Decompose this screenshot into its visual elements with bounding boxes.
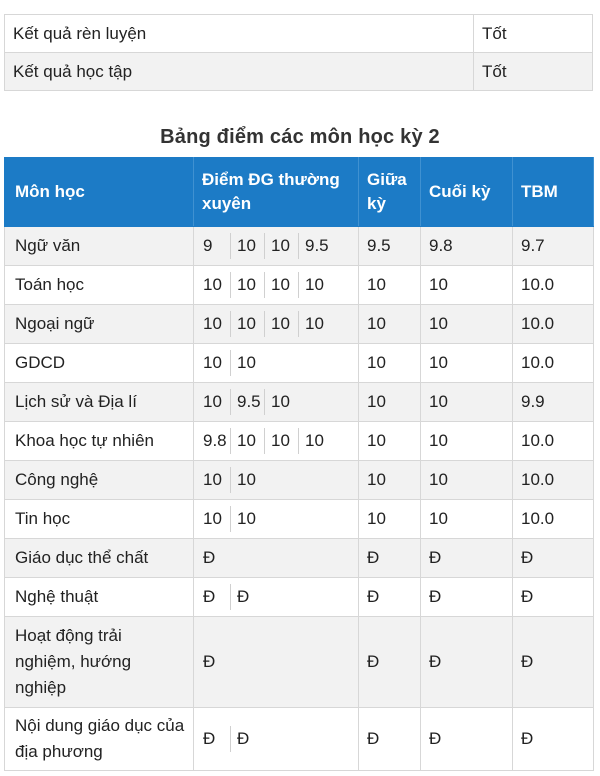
- regular-score: 10: [265, 428, 299, 454]
- summary-table: [4, 14, 593, 91]
- regular-score: 10: [197, 467, 231, 493]
- regular-score: 10: [305, 275, 324, 294]
- table-row: [5, 227, 594, 266]
- summary-value: Tốt: [474, 53, 593, 91]
- header-regular: Điểm ĐG thường xuyên: [194, 158, 359, 227]
- table-row: [5, 578, 594, 617]
- subject-name: Ngữ văn: [5, 227, 194, 266]
- grades-body: [5, 227, 594, 771]
- regular-score: 10: [265, 311, 299, 337]
- regular-score: 10: [237, 509, 256, 528]
- regular-score: 10: [231, 428, 265, 454]
- midterm-score: 10: [359, 344, 421, 383]
- regular-scores: [194, 266, 359, 305]
- regular-score: 10: [197, 350, 231, 376]
- average-score: Đ: [513, 539, 594, 578]
- midterm-score: 10: [359, 500, 421, 539]
- regular-scores: [194, 461, 359, 500]
- regular-score: 10: [197, 272, 231, 298]
- midterm-score: Đ: [359, 539, 421, 578]
- average-score: Đ: [513, 708, 594, 771]
- regular-score: 10: [231, 311, 265, 337]
- subject-name: Hoạt động trải nghiệm, hướng nghiệp: [5, 617, 194, 708]
- final-score: 10: [421, 383, 513, 422]
- average-score: 10.0: [513, 461, 594, 500]
- regular-scores: [194, 578, 359, 617]
- midterm-score: 10: [359, 461, 421, 500]
- regular-score: 9.5: [305, 236, 329, 255]
- midterm-score: 9.5: [359, 227, 421, 266]
- regular-score: 9.8: [197, 428, 231, 454]
- subject-name: Nghệ thuật: [5, 578, 194, 617]
- regular-scores: [194, 708, 359, 771]
- table-row: [5, 617, 594, 708]
- regular-score: Đ: [203, 548, 216, 567]
- regular-score: 10: [305, 431, 324, 450]
- midterm-score: Đ: [359, 617, 421, 708]
- average-score: 9.7: [513, 227, 594, 266]
- final-score: 10: [421, 500, 513, 539]
- regular-score: 10: [271, 392, 290, 411]
- table-row: [5, 344, 594, 383]
- regular-score: Đ: [203, 652, 216, 671]
- subject-name: Tin học: [5, 500, 194, 539]
- table-row: [5, 422, 594, 461]
- header-subject: Môn học: [5, 158, 194, 227]
- header-final: Cuối kỳ: [421, 158, 513, 227]
- final-score: 10: [421, 344, 513, 383]
- regular-score: 10: [237, 353, 256, 372]
- table-row: [5, 500, 594, 539]
- table-row: [5, 539, 594, 578]
- header-avg: TBM: [513, 158, 594, 227]
- regular-score: Đ: [237, 729, 250, 748]
- midterm-score: Đ: [359, 578, 421, 617]
- midterm-score: 10: [359, 383, 421, 422]
- final-score: 10: [421, 266, 513, 305]
- subject-name: GDCD: [5, 344, 194, 383]
- summary-label: Kết quả học tập: [5, 53, 474, 91]
- regular-score: 10: [237, 470, 256, 489]
- average-score: 9.9: [513, 383, 594, 422]
- final-score: 10: [421, 305, 513, 344]
- summary-row-conduct: [5, 15, 593, 53]
- midterm-score: 10: [359, 305, 421, 344]
- regular-score: 9: [197, 233, 231, 259]
- table-row: [5, 708, 594, 771]
- regular-scores: [194, 539, 359, 578]
- subject-name: Nội dung giáo dục của địa phương: [5, 708, 194, 771]
- average-score: 10.0: [513, 266, 594, 305]
- subject-name: Giáo dục thể chất: [5, 539, 194, 578]
- regular-score: 9.5: [231, 389, 265, 415]
- final-score: Đ: [421, 539, 513, 578]
- regular-score: 10: [197, 311, 231, 337]
- average-score: 10.0: [513, 500, 594, 539]
- table-row: [5, 266, 594, 305]
- midterm-score: 10: [359, 266, 421, 305]
- regular-score: 10: [231, 233, 265, 259]
- grades-header-row: [5, 158, 594, 227]
- final-score: Đ: [421, 617, 513, 708]
- final-score: 10: [421, 422, 513, 461]
- regular-score: 10: [305, 314, 324, 333]
- average-score: Đ: [513, 578, 594, 617]
- table-row: [5, 305, 594, 344]
- subject-name: Khoa học tự nhiên: [5, 422, 194, 461]
- subject-name: Toán học: [5, 266, 194, 305]
- summary-label: Kết quả rèn luyện: [5, 15, 474, 53]
- regular-score: 10: [197, 389, 231, 415]
- regular-score: 10: [231, 272, 265, 298]
- final-score: Đ: [421, 578, 513, 617]
- summary-value: Tốt: [474, 15, 593, 53]
- header-midterm: Giữa kỳ: [359, 158, 421, 227]
- regular-score: Đ: [197, 726, 231, 752]
- subject-name: Ngoại ngữ: [5, 305, 194, 344]
- regular-scores: [194, 422, 359, 461]
- midterm-score: Đ: [359, 708, 421, 771]
- subject-name: Công nghệ: [5, 461, 194, 500]
- regular-scores: [194, 344, 359, 383]
- subject-name: Lịch sử và Địa lí: [5, 383, 194, 422]
- grades-table: [4, 157, 594, 771]
- regular-score: 10: [265, 272, 299, 298]
- page-title: Bảng điểm các môn học kỳ 2: [160, 126, 440, 148]
- regular-scores: [194, 227, 359, 266]
- regular-score: Đ: [197, 584, 231, 610]
- summary-row-academic: [5, 53, 593, 91]
- final-score: 9.8: [421, 227, 513, 266]
- regular-score: 10: [197, 506, 231, 532]
- regular-scores: [194, 383, 359, 422]
- final-score: 10: [421, 461, 513, 500]
- final-score: Đ: [421, 708, 513, 771]
- average-score: 10.0: [513, 422, 594, 461]
- average-score: 10.0: [513, 305, 594, 344]
- regular-scores: [194, 617, 359, 708]
- regular-score: Đ: [237, 587, 250, 606]
- average-score: 10.0: [513, 344, 594, 383]
- regular-scores: [194, 305, 359, 344]
- regular-score: 10: [265, 233, 299, 259]
- midterm-score: 10: [359, 422, 421, 461]
- average-score: Đ: [513, 617, 594, 708]
- regular-scores: [194, 500, 359, 539]
- table-row: [5, 461, 594, 500]
- table-row: [5, 383, 594, 422]
